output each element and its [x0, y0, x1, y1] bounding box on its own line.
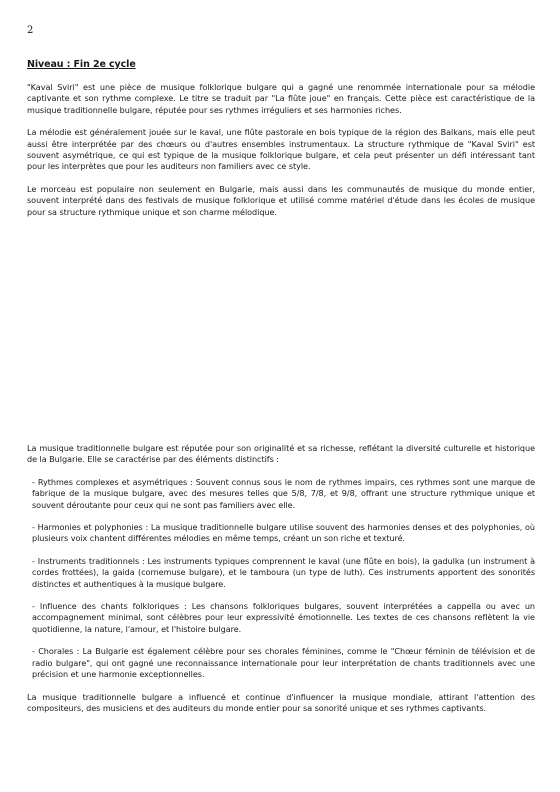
page-number: 2	[27, 25, 34, 36]
traditions-section	[27, 443, 535, 725]
traditions-conclusion: La musique traditionnelle bulgare a influencé et continue d'influencer la musique mondiale, attirant l'attention des compositeurs, des musiciens et des auditeurs du monde entier pour sa sonorité unique et ses rythmes captivants.	[27, 691, 535, 713]
trait-item-choirs: - Chorales : La Bulgarie est également célèbre pour ses chorales féminines, comme le "Chœur féminin de télévision et de radio bulgare", qui ont gagné une reconnaissance internationale pour leur interprétation de chants traditionnels avec une précision et une harmonie exceptionnelles.	[32, 646, 535, 680]
intro-paragraph-1: "Kaval Sviri" est une pièce de musique folklorique bulgare qui a gagné une renommée internationale pour sa mélodie captivante et son rythme complexe. Le titre se traduit par "La flûte joue" en français. Cette pièce est caractéristique de la musique traditionnelle bulgare, réputée pour ses rythmes irréguliers et ses harmonies riches.	[27, 82, 535, 115]
traditions-intro: La musique traditionnelle bulgare est réputée pour son originalité et sa richesse, reflétant la diversité culturelle et historique de la Bulgarie. Elle se caractérise par des éléments distinctifs :	[27, 443, 535, 465]
intro-paragraph-3: Le morceau est populaire non seulement en Bulgarie, mais aussi dans les communautés de musique du monde entier, souvent interprété dans des festivals de musique folklorique et utilisé comme matériel d'étude dans les écoles de musique pour sa structure rythmique unique et son charme mélodique.	[27, 183, 535, 217]
level-heading: Niveau : Fin 2e cycle	[27, 59, 136, 70]
intro-section	[27, 82, 535, 229]
trait-item-instruments: - Instruments traditionnels : Les instruments typiques comprennent le kaval (une flûte en bois), la gadulka (un instrument à cordes frottées), la gaida (cornemuse bulgare), et le tamboura (un type de luth). Ces instruments apportent des sonorités distinctes et authentiques à la musique bulgare.	[32, 555, 535, 589]
trait-item-rhythms: - Rythmes complexes et asymétriques : Souvent connus sous le nom de rythmes impairs, ces rythmes sont une marque de fabrique de la musique bulgare, avec des mesures telles que 5/8, 7/8, et 9/8, offrant une structure rythmique unique et souvent déroutante pour ceux qui ne sont pas familiers avec elle.	[32, 476, 535, 510]
trait-item-folk-songs: - Influence des chants folkloriques : Les chansons folkloriques bulgares, souvent interprétées a cappella ou avec un accompagnement minimal, sont célèbres pour leur expressivité émotionnelle. Les textes de ces chansons reflètent la vie quotidienne, la nature, l'amour, et l'histoire bulgare.	[32, 601, 535, 634]
trait-item-harmonies: - Harmonies et polyphonies : La musique traditionnelle bulgare utilise souvent des harmonies denses et des polyphonies, où plusieurs voix chantent différentes mélodies en même temps, créant un son riche et texturé.	[32, 522, 535, 544]
intro-paragraph-2: La mélodie est généralement jouée sur le kaval, une flûte pastorale en bois typique de la région des Balkans, mais elle peut aussi être interprétée par des chœurs ou d'autres ensembles instrumentaux. La structure rythmique de "Kaval Sviri" est souvent asymétrique, ce qui est typique de la musique folklorique bulgare, et cela peut présenter un défi intéressant tant pour les interprètes que pour les auditeurs non familiers avec ce style.	[27, 127, 535, 172]
